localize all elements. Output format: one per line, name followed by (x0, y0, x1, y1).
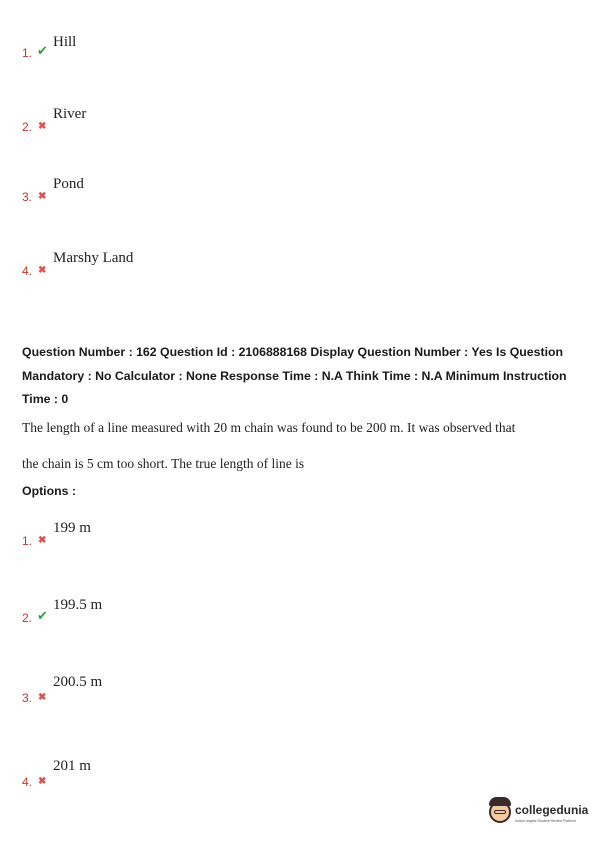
check-icon: ✔ (37, 608, 48, 623)
cross-icon: ✖ (38, 121, 47, 132)
cross-icon: ✖ (38, 692, 47, 703)
option-3 (0, 674, 595, 734)
option-2 (0, 597, 595, 657)
option-number: 2. (22, 611, 33, 625)
mascot-icon (489, 801, 511, 823)
question-meta-line: Question Number : 162 Question Id : 2106888168 Display Question Number : Yes Is Question (22, 345, 564, 359)
option-text: River (53, 106, 87, 122)
collegedunia-logo (489, 799, 589, 831)
question-text-line: the chain is 5 cm too short. The true length of line is (22, 456, 305, 471)
option-number: 4. (22, 264, 33, 278)
option-number: 2. (22, 120, 33, 134)
cross-icon: ✖ (38, 191, 47, 202)
option-number: 4. (22, 775, 33, 789)
option-text: Hill (53, 34, 77, 50)
option-text: 200.5 m (53, 674, 103, 690)
logo-tagline: India's largest Student Review Platform (515, 819, 576, 823)
option-text: Marshy Land (53, 250, 134, 266)
question-meta (22, 341, 582, 412)
option-number: 3. (22, 190, 33, 204)
prev-option-3 (0, 175, 595, 235)
cross-icon: ✖ (38, 265, 47, 276)
option-number: 3. (22, 691, 33, 705)
option-number: 1. (22, 46, 33, 60)
option-text: 199.5 m (53, 597, 103, 613)
option-number: 1. (22, 534, 33, 548)
prev-option-4 (0, 249, 595, 309)
question-text-line: The length of a line measured with 20 m chain was found to be 200 m. It was observed that (22, 420, 516, 435)
question-meta-line: Mandatory : No Calculator : None Response Time : N.A Think Time : N.A Minimum Instruction (22, 368, 567, 383)
cross-icon: ✖ (38, 776, 47, 787)
option-text: 199 m (53, 520, 91, 536)
option-1 (0, 520, 595, 580)
cross-icon: ✖ (38, 535, 47, 546)
option-text: Pond (53, 176, 84, 192)
check-icon: ✔ (37, 43, 48, 58)
option-text: 201 m (53, 758, 91, 774)
prev-option-1 (0, 30, 595, 90)
logo-name: collegedunia (515, 803, 589, 817)
prev-option-2 (0, 104, 595, 164)
options-label: Options : (22, 484, 76, 498)
question-meta-line: Time : 0 (22, 392, 69, 406)
